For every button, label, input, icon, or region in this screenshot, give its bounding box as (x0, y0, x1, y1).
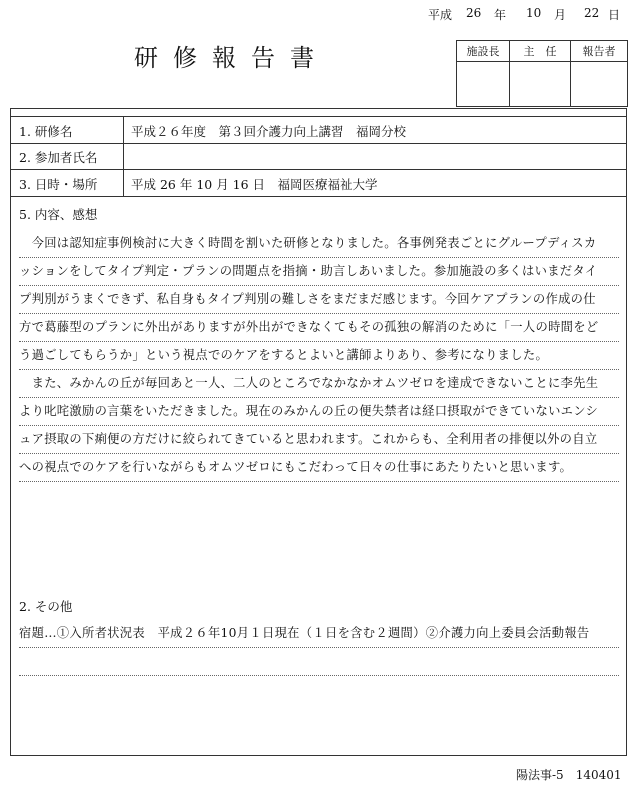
text-line: への視点でのケアを行いながらもオムツゼロにもこだわって日々の仕事にあたりたいと思います。 (19, 453, 619, 482)
approval-header-director: 施設長 (457, 41, 510, 62)
approval-stamp-table (456, 40, 628, 107)
date-day-unit: 日 (608, 8, 621, 22)
text-line: う過ごしてもらうか」という視点でのケアをするとよいと講師よりあり、参考になりました。 (19, 341, 619, 370)
approval-header-reporter: 報告者 (571, 41, 628, 62)
approval-stamp-box-director[interactable] (457, 62, 510, 107)
text-line: プ判別がうまくできず、私自身もタイプ判別の難しさをまだまだ感じます。今回ケアプランの作成の仕 (19, 285, 619, 314)
text-line (19, 647, 619, 676)
approval-stamp-box-reporter[interactable] (571, 62, 628, 107)
field-label: 2. 参加者氏名 (19, 150, 98, 165)
text-line: また、みかんの丘が毎回あと一人、二人のところでなかなかオムツゼロを達成できないことに李先生 (19, 369, 619, 398)
text-line: ッションをしてタイプ判定・プランの問題点を指摘・助言しあいました。参加施設の多くはいまだタイ (19, 257, 619, 286)
date-month: 10 (526, 6, 542, 20)
form-code: 陽法事-5 140401 (516, 768, 622, 782)
field-label: 3. 日時・場所 (19, 177, 98, 192)
impressions-heading: 5. 内容、感想 (19, 207, 98, 222)
approval-stamp-box-chief[interactable] (510, 62, 571, 107)
approval-header-chief: 主 任 (510, 41, 571, 62)
field-datetime-place (11, 170, 626, 197)
report-date (0, 6, 640, 26)
report-form (10, 108, 627, 756)
field-training-name (11, 116, 626, 144)
field-value[interactable]: 平成 26 年 10 月 16 日 福岡医療福祉大学 (131, 177, 378, 192)
date-year: 26 (466, 6, 482, 20)
date-month-unit: 月 (554, 8, 567, 22)
text-line: より叱咤激励の言葉をいただきました。現在のみかんの丘の便失禁者は経口摂取ができていないエンシ (19, 397, 619, 426)
date-day: 22 (584, 6, 600, 20)
text-line: 方で葛藤型のプランに外出がありますが外出ができなくてもその孤独の解消のために「一人の時間をど (19, 313, 619, 342)
date-era: 平成 (428, 8, 453, 22)
other-heading: 2. その他 (19, 599, 73, 614)
field-participant-name (11, 143, 626, 170)
date-year-unit: 年 (494, 8, 507, 22)
field-label: 1. 研修名 (19, 124, 73, 139)
document-title: 研修報告書 (134, 44, 329, 72)
text-line: 今回は認知症事例検討に大きく時間を割いた研修となりました。各事例発表ごとにグループディスカ (19, 229, 619, 258)
text-line: ュア摂取の下痢便の方だけに絞られてきていると思われます。これからも、全利用者の排便以外の自立 (19, 425, 619, 454)
field-value[interactable]: 平成２６年度 第３回介護力向上講習 福岡分校 (131, 124, 407, 139)
text-line: 宿題…①入所者状況表 平成２６年10月１日現在（１日を含む２週間）②介護力向上委員会活動報告 (19, 619, 619, 648)
